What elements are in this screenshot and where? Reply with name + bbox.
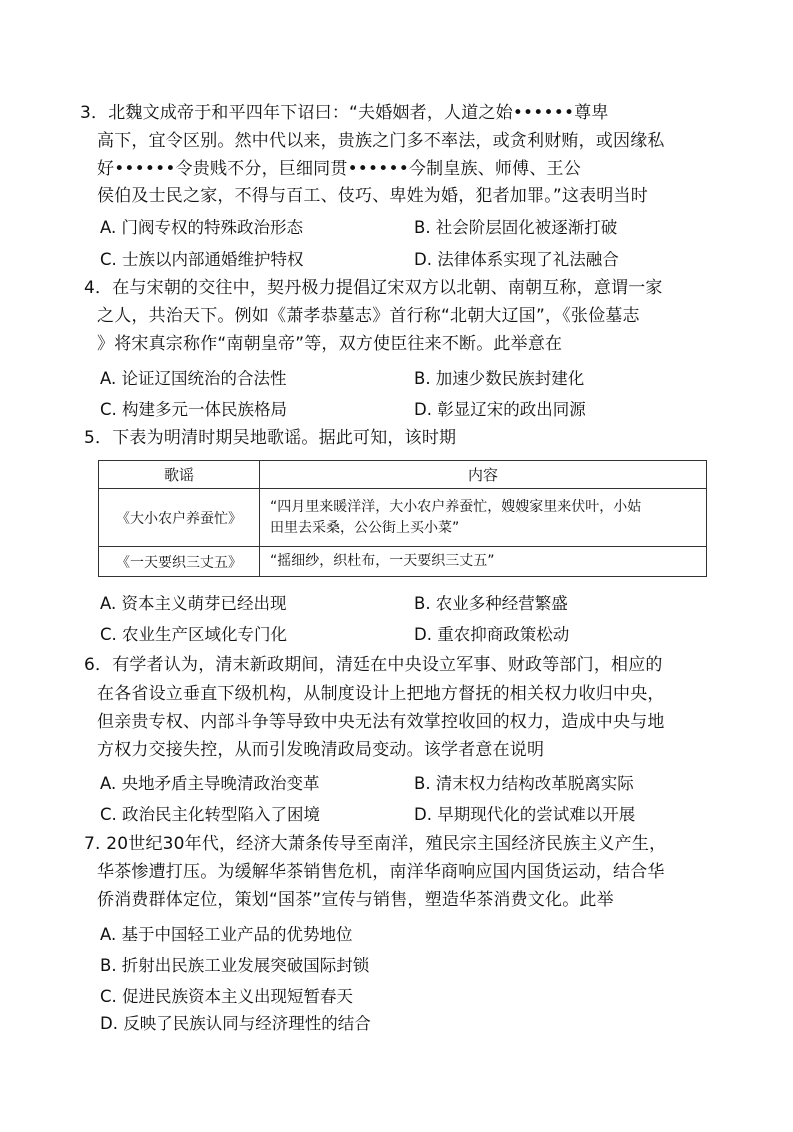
- q6-line-1: 6．有学者认为，清末新政期间，清廷在中央设立军事、财政等部门，相应的: [84, 655, 663, 675]
- table-header-content: 内容: [260, 461, 707, 489]
- song-title: 《大小农户养蚕忙》: [99, 489, 260, 547]
- q5-stem: 5．下表为明清时期吴地歌谣。据此可知，该时期: [84, 428, 457, 448]
- song-content-line: “摇细纱，织杜布，一天要织三丈五”: [270, 553, 495, 569]
- song-content-line: 田里去采桑，公公街上买小菜”: [270, 519, 460, 536]
- q3-line-2: 高下，宜令区别。然中代以来，贵族之门多不率法，或贪利财贿，或因缘私: [97, 131, 665, 151]
- q6-option-c: C. 政治民主化转型陷入了困境: [100, 805, 321, 824]
- song-content-line: “四月里来暖洋洋，大小农户养蚕忙，嫂嫂家里来伏叶，小姑: [270, 498, 642, 515]
- q7-line-2: 华茶惨遭打压。为缓解华茶销售危机，南洋华商响应国内国货运动，结合华: [97, 862, 665, 882]
- q4-option-c: C. 构建多元一体民族格局: [100, 400, 288, 419]
- table-header-row: [99, 461, 707, 489]
- q5-option-c: C. 农业生产区域化专门化: [100, 625, 288, 644]
- table-row: [99, 489, 707, 547]
- table-row: [99, 547, 707, 577]
- q4-line-1: 4．在与宋朝的交往中，契丹极力提倡辽宋双方以北朝、南朝互称，意谓一家: [84, 278, 663, 298]
- q7-line-1: 7. 20世纪30年代，经济大萧条传导至南洋，殖民宗主国经济民族主义产生，: [84, 834, 667, 854]
- q7-option-c: C. 促进民族资本主义出现短暂春天: [100, 987, 354, 1006]
- q4-option-b: B. 加速少数民族封建化: [414, 369, 585, 388]
- q4-option-d: D. 彰显辽宋的政出同源: [414, 400, 586, 419]
- q3-option-b: B. 社会阶层固化被逐渐打破: [414, 218, 618, 237]
- q6-option-d: D. 早期现代化的尝试难以开展: [414, 805, 636, 824]
- q3-option-a: A. 门阀专权的特殊政治形态: [100, 218, 303, 237]
- q6-line-4: 方权力交接失控，从而引发晚清政局变动。该学者意在说明: [97, 740, 545, 760]
- table-header-song: 歌谣: [99, 461, 260, 489]
- q3-option-d: D. 法律体系实现了礼法融合: [414, 250, 619, 269]
- q3-line-4: 侯伯及士民之家，不得与百工、伎巧、卑姓为婚，犯者加罪。”这表明当时: [97, 186, 648, 206]
- folk-songs-table: [98, 460, 707, 577]
- q6-line-2: 在各省设立垂直下级机构，从制度设计上把地方督抚的相关权力收归中央，: [97, 684, 665, 704]
- song-content: [260, 489, 707, 547]
- q4-option-a: A. 论证辽国统治的合法性: [100, 369, 287, 388]
- q6-line-3: 但亲贵专权、内部斗争等导致中央无法有效掌控收回的权力，造成中央与地: [97, 712, 665, 732]
- q7-option-a: A. 基于中国轻工业产品的优势地位: [100, 925, 353, 944]
- q6-option-a: A. 央地矛盾主导晚清政治变革: [100, 774, 320, 793]
- q5-option-b: B. 农业多种经营繁盛: [414, 594, 568, 613]
- q7-option-d: D. 反映了民族认同与经济理性的结合: [100, 1014, 371, 1033]
- q4-line-2: 之人，共治天下。例如《萧孝恭墓志》首行称“北朝大辽国”，《张俭墓志: [97, 306, 640, 326]
- q3-line-3: 好••••••令贵贱不分，巨细同贯••••••今制皇族、师傅、王公: [97, 159, 581, 179]
- q3-line-1: 3．北魏文成帝于和平四年下诏曰：“夫婚姻者，人道之始••••••尊卑: [80, 103, 609, 123]
- q4-line-3: 》将宋真宗称作“南朝皇帝”等，双方使臣往来不断。此举意在: [97, 334, 563, 354]
- q7-option-b: B. 折射出民族工业发展突破国际封锁: [100, 956, 370, 975]
- song-content: [260, 547, 707, 577]
- q5-option-d: D. 重农抑商政策松动: [414, 625, 570, 644]
- q7-line-3: 侨消费群体定位，策划“国茶”宣传与销售，塑造华茶消费文化。此举: [97, 890, 614, 910]
- q3-option-c: C. 士族以内部通婚维护特权: [100, 250, 304, 269]
- q5-option-a: A. 资本主义萌芽已经出现: [100, 594, 287, 613]
- q6-option-b: B. 清末权力结构改革脱离实际: [414, 774, 634, 793]
- song-title: 《一天要织三丈五》: [99, 547, 260, 577]
